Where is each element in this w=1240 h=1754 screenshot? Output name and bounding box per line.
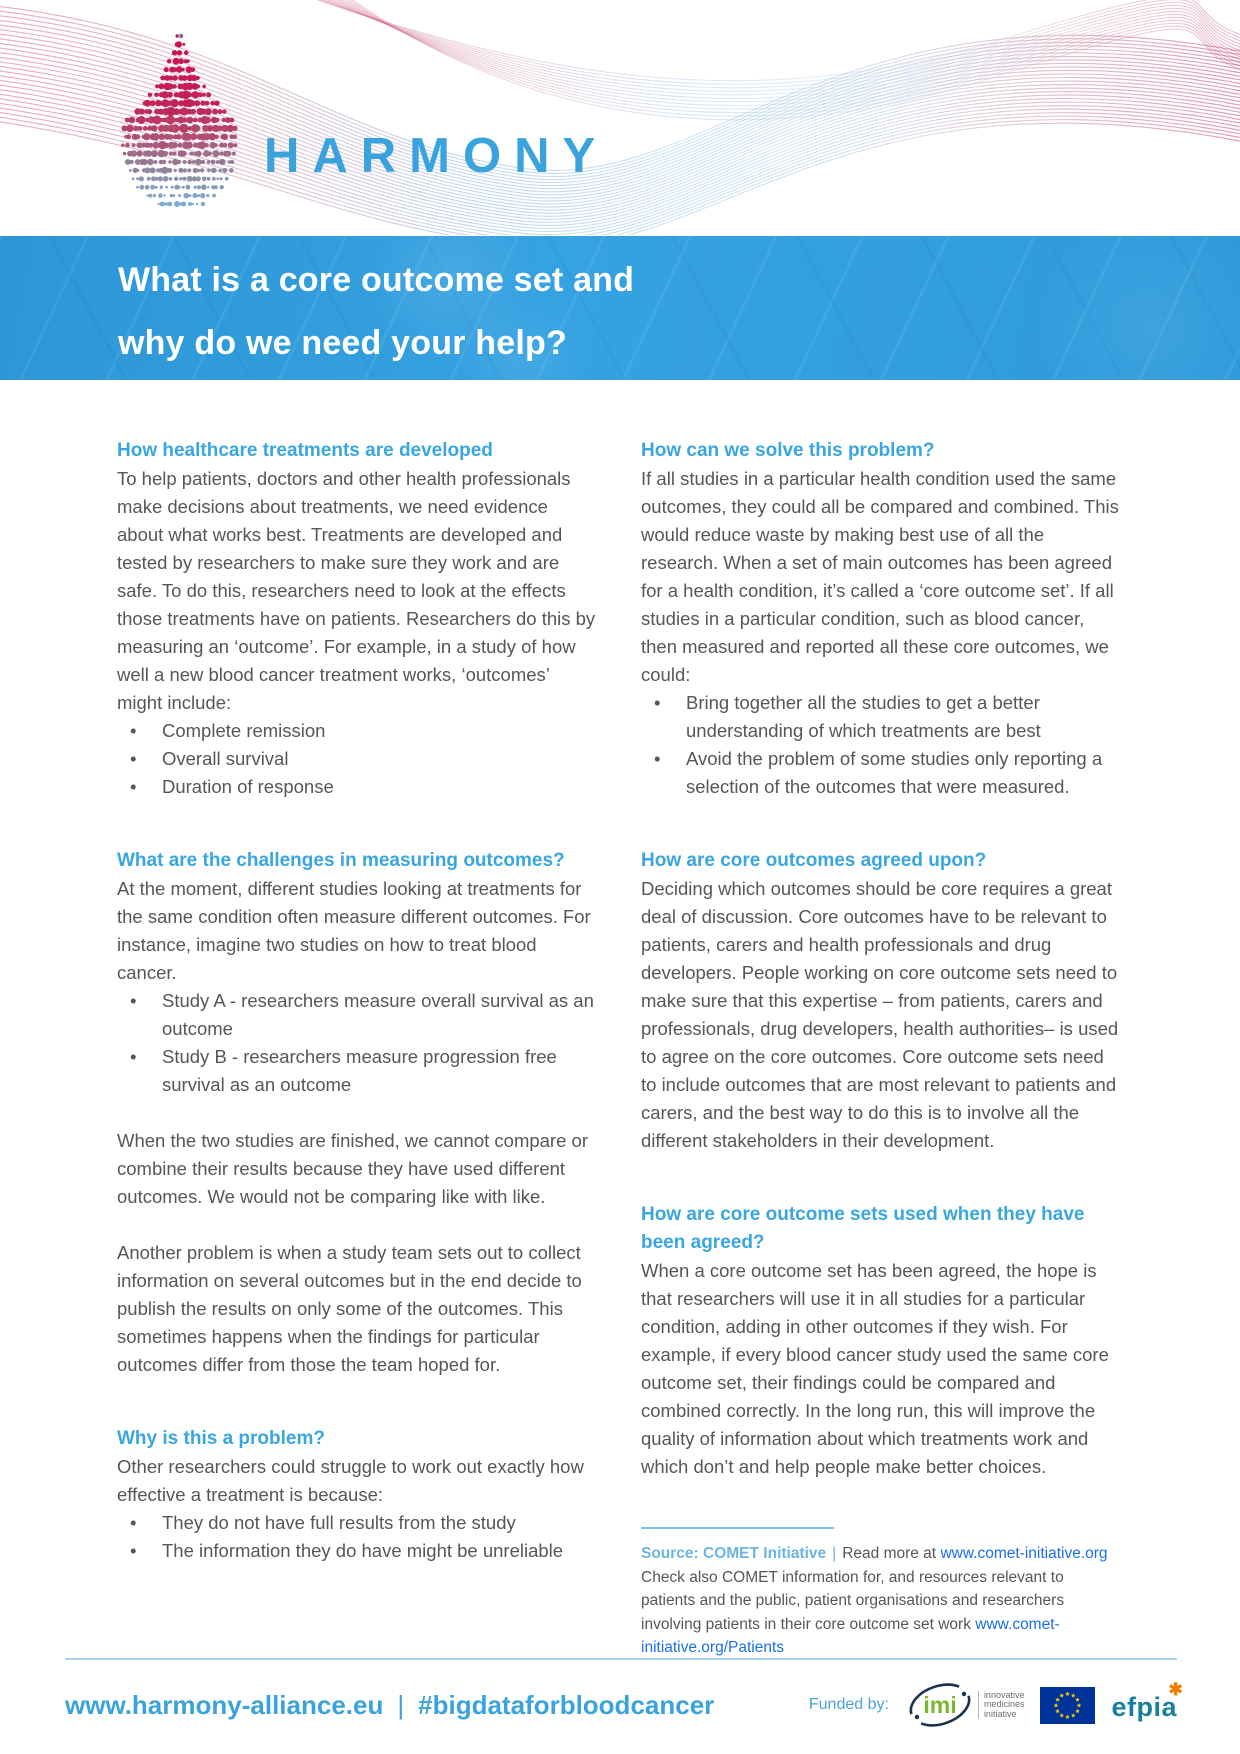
eu-flag-icon	[1040, 1687, 1095, 1724]
bullet-list	[117, 987, 598, 1099]
brand-wordmark: HARMONY	[264, 129, 609, 183]
source-read-more: Read more at	[842, 1545, 937, 1562]
page-title-line1: What is a core outcome set and	[118, 261, 635, 299]
footer	[65, 1658, 1184, 1728]
section-heading: How are core outcomes agreed upon?	[641, 850, 987, 871]
footer-row	[65, 1679, 1184, 1728]
imi-caption-line: medicines	[983, 1699, 1025, 1710]
section-paragraph: Other researchers could struggle to work out exactly how effective a treatment is because:	[117, 1456, 584, 1505]
section-heading: How can we solve this problem?	[641, 440, 935, 461]
bullet-item: • The information they do have might be unreliable	[117, 1537, 598, 1565]
harmony-logo-droplet	[120, 28, 242, 212]
header	[0, 0, 1240, 236]
bullet-item: • Avoid the problem of some studies only reporting a selection of the outcomes that were measured.	[641, 745, 1122, 801]
source-note	[641, 1566, 1122, 1660]
bullet-list	[117, 717, 598, 801]
section-paragraph: Another problem is when a study team sets out to collect information on several outcomes but in the end decide to publish the results on only some of the outcomes. This sometimes happens when the findings for particular outcomes differ from those the team hoped for.	[117, 1242, 582, 1375]
section-paragraph: To help patients, doctors and other health professionals make decisions about treatments, we need evidence about what works best. Treatments are developed and tested by researchers to make sure they work and are safe. To do this, researchers need to look at the effects those treatments have on patients. Researchers do this by measuring an ‘outcome’. For example, in a study of how well a new blood cancer treatment works, ‘outcomes’ might include:	[117, 468, 596, 713]
section-agreed-upon	[641, 847, 1122, 1155]
section-sets-used	[641, 1201, 1122, 1481]
source-divider-line	[641, 1527, 834, 1529]
comet-link[interactable]: www.comet-initiative.org	[940, 1545, 1108, 1562]
comet-patients-link[interactable]: www.comet-initiative.org/Patients	[641, 1615, 1060, 1656]
bullet-item: • Study B - researchers measure progression free survival as an outcome	[117, 1043, 598, 1099]
section-paragraph: At the moment, different studies looking at treatments for the same condition often measure different outcomes. For instance, imagine two studies on how to treat blood cancer.	[117, 878, 591, 983]
funding-logos	[808, 1679, 1184, 1728]
section-why-problem	[117, 1425, 598, 1565]
source-label: Source: COMET Initiative	[641, 1545, 827, 1562]
left-column	[117, 437, 598, 1660]
bullet-item: • Complete remission	[117, 717, 598, 745]
efpia-wordmark: efpia	[1111, 1691, 1177, 1722]
section-heading: How are core outcome sets used when they have been agreed?	[641, 1204, 1085, 1253]
section-paragraph: When the two studies are finished, we cannot compare or combine their results because they have used different outcomes. We would not be comparing like with like.	[117, 1130, 588, 1207]
section-paragraph: When a core outcome set has been agreed, the hope is that researchers will use it in all studies for a particular condition, adding in other outcomes if they wish. For example, if every blood cancer study used the same core outcome set, their findings could be compared and combined correctly. In the long run, this will improve the quality of information about which treatments work and which don’t and help people make better choices.	[641, 1260, 1109, 1477]
title-banner	[0, 236, 1240, 380]
footer-divider-line	[65, 1658, 1177, 1660]
bullet-item: • Bring together all the studies to get a better understanding of which treatments are best	[641, 689, 1122, 745]
section-paragraph: Deciding which outcomes should be core requires a great deal of discussion. Core outcomes have to be relevant to patients, carers and health professionals and drug developers. People working on core outcome sets need to make sure that this expertise – from patients, carers and professionals, drug developers, health authorities– is used to agree on the core outcomes. Core outcome sets need to include outcomes that are most relevant to patients and carers, and the best way to do this is to involve all the different stakeholders in their development.	[641, 878, 1119, 1151]
imi-caption	[978, 1691, 1025, 1720]
bullet-list	[117, 1509, 598, 1565]
main-content	[0, 380, 1240, 1660]
source-line	[641, 1542, 1122, 1566]
source-block	[641, 1527, 1122, 1660]
imi-wordmark: imi	[923, 1692, 957, 1718]
page-title	[0, 236, 1240, 375]
harmony-website-link[interactable]: www.harmony-alliance.eu	[65, 1689, 384, 1720]
footer-separator: |	[397, 1689, 405, 1720]
imi-caption-line: initiative	[983, 1708, 1017, 1719]
source-separator: |	[832, 1545, 837, 1562]
imi-logo	[907, 1682, 1025, 1728]
funded-by-label: Funded by:	[808, 1696, 889, 1713]
section-heading: Why is this a problem?	[117, 1428, 325, 1449]
section-challenges	[117, 847, 598, 1379]
bullet-item: • Duration of response	[117, 773, 598, 801]
section-how-treatments-developed	[117, 437, 598, 801]
section-solve-problem	[641, 437, 1122, 801]
section-paragraph: If all studies in a particular health condition used the same outcomes, they could all be compared and combined. This would reduce waste by making best use of all the research. When a set of main outcomes has been agreed for a health condition, it’s called a ‘core outcome set’. If all studies in a particular condition, such as blood cancer, then measured and reported all these core outcomes, we could:	[641, 468, 1119, 685]
footer-links	[65, 1690, 714, 1721]
section-heading: What are the challenges in measuring outcomes?	[117, 850, 565, 871]
page-title-line2: why do we need your help?	[118, 324, 567, 362]
bullet-list	[641, 689, 1122, 801]
imi-ellipse-icon	[907, 1682, 973, 1728]
right-column	[641, 437, 1122, 1660]
bullet-item: • They do not have full results from the study	[117, 1509, 598, 1537]
bullet-item: • Overall survival	[117, 745, 598, 773]
efpia-logo	[1111, 1679, 1184, 1723]
efpia-asterisk-icon: ✱	[1168, 1679, 1184, 1699]
source-note-text: Check also COMET information for, and resources relevant to patients and the public, patient organisations and researchers involving patients in their core outcome set work	[641, 1568, 1065, 1633]
imi-caption-line: innovative	[983, 1689, 1025, 1700]
hashtag-link[interactable]: #bigdataforbloodcancer	[418, 1689, 715, 1720]
section-heading: How healthcare treatments are developed	[117, 440, 493, 461]
bullet-item: • Study A - researchers measure overall survival as an outcome	[117, 987, 598, 1043]
